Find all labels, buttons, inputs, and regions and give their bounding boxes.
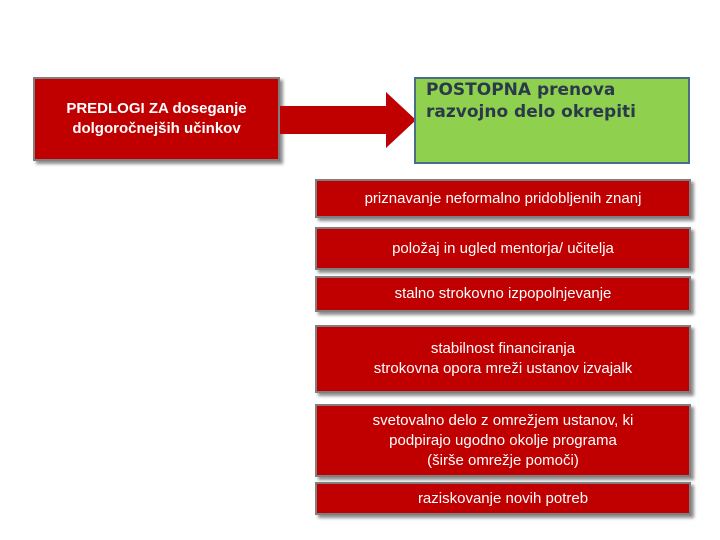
list-item-financing: [315, 325, 691, 393]
list-item-counselling: [315, 404, 691, 477]
list-item-text: strokovna opora mreži ustanov izvajalk: [373, 360, 633, 377]
list-item-mentor-status: [315, 227, 691, 270]
list-item-text: (širše omrežje pomoči): [427, 451, 579, 469]
list-item-recognition: [315, 179, 691, 218]
right-arrow-icon: [280, 92, 416, 148]
gradual-renewal-box: [414, 77, 690, 164]
list-item-text: stabilnost financiranja: [430, 340, 576, 357]
list-item-text: raziskovanje novih potreb: [417, 489, 589, 507]
proposals-box-line-1: PREDLOGI ZA doseganje: [66, 100, 247, 117]
list-item-text: priznavanje neformalno pridobljenih znanj: [364, 189, 642, 207]
list-item-text: stalno strokovno izpopolnjevanje: [394, 285, 612, 302]
list-item-research: [315, 482, 691, 515]
list-item-text: svetovalno delo z omrežjem ustanov, ki: [372, 411, 634, 429]
gradual-renewal-line-2: razvojno delo okrepiti: [426, 102, 637, 122]
gradual-renewal-line-1: POSTOPNA prenova: [426, 80, 616, 100]
list-item-text: podpirajo ugodno okolje programa: [389, 431, 617, 449]
list-item-text: položaj in ugled mentorja/ učitelja: [392, 239, 614, 257]
proposals-box-line-2: dolgoročnejših učinkov: [72, 120, 241, 137]
list-item-training: [315, 276, 691, 312]
proposals-box: [33, 77, 280, 161]
